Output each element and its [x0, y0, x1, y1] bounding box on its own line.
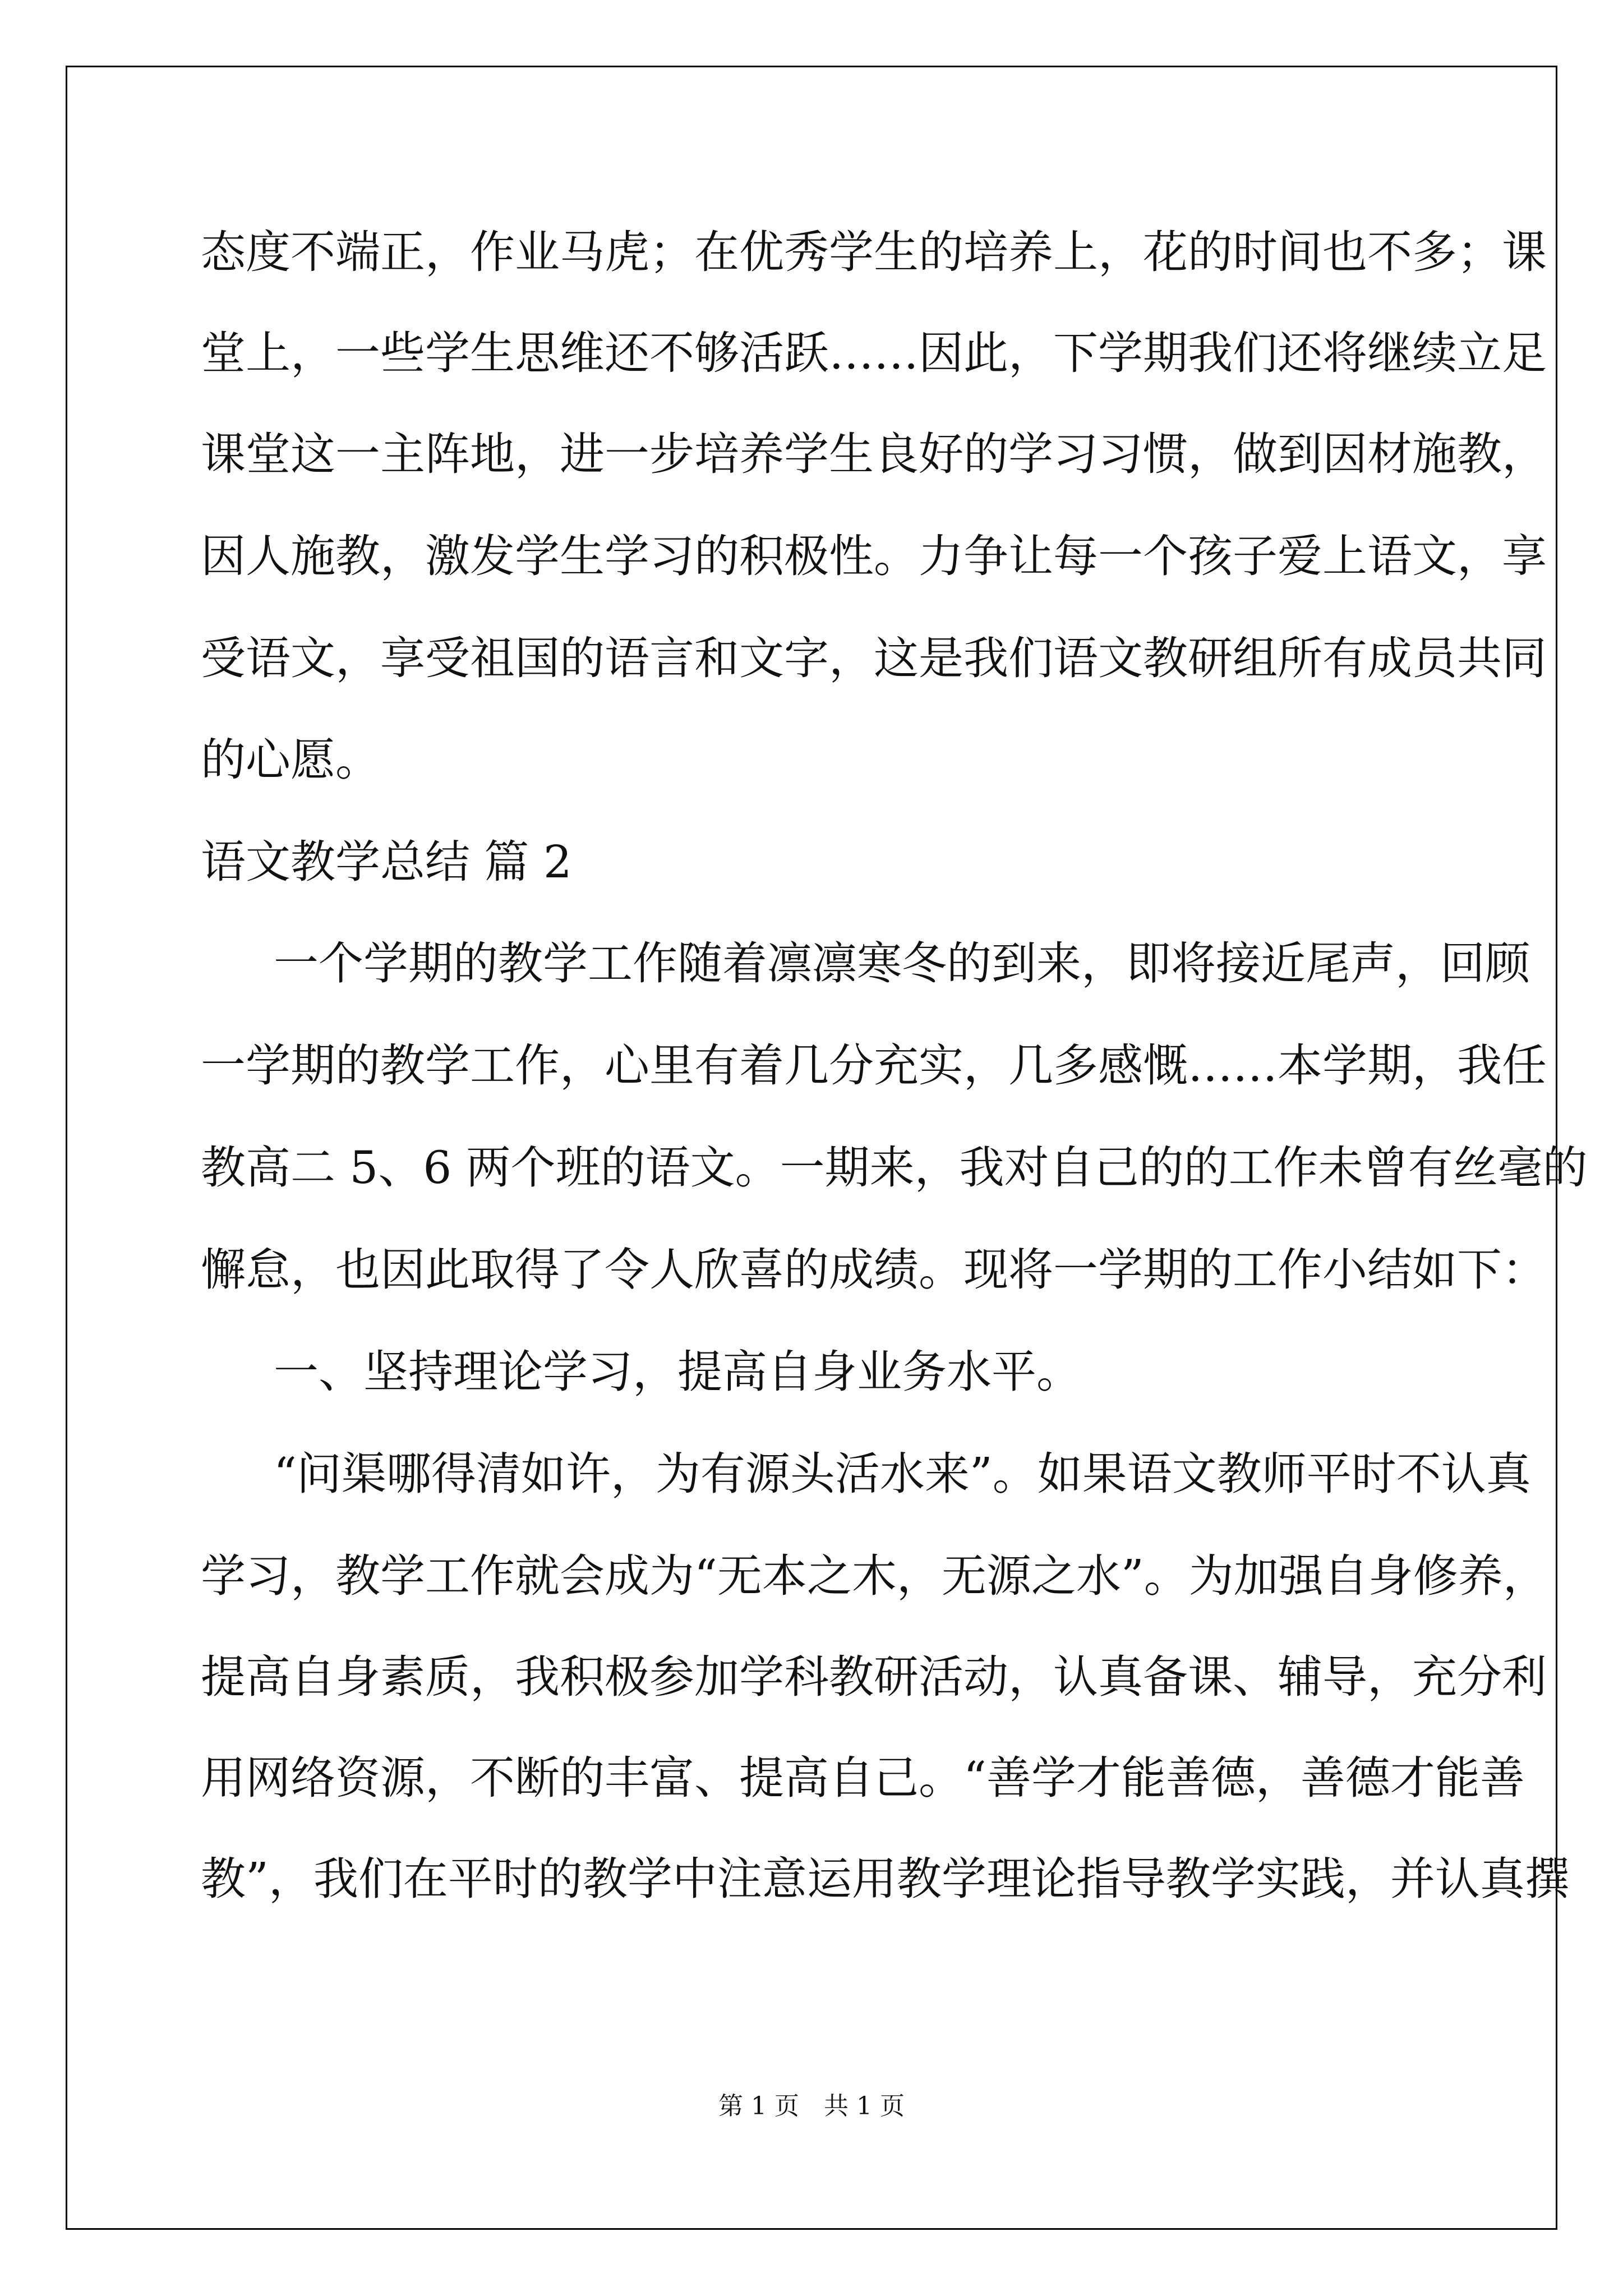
page-footer: 第 1 页 共 1 页	[718, 2092, 905, 2120]
text-line: 因人施教，激发学生学习的积极性。力争让每一个孩子爱上语文，享	[201, 530, 1547, 582]
text-line: 一学期的教学工作，心里有着几分充实，几多感慨……本学期，我任	[201, 1039, 1547, 1092]
text-line: “问渠哪得清如许，为有源头活水来”。如果语文教师平时不认真	[274, 1448, 1531, 1500]
text-line: 教”，我们在平时的教学中注意运用教学理论指导教学实践，并认真撰	[201, 1853, 1570, 1905]
text-line: 用网络资源，不断的丰富、提高自己。“善学才能善德，善德才能善	[201, 1752, 1525, 1804]
subheading: 一、坚持理论学习，提高自身业务水平。	[274, 1346, 1081, 1398]
text-line: 提高自身素质，我积极参加学科教研活动，认真备课、辅导，充分利	[201, 1651, 1547, 1703]
text-line: 一个学期的教学工作随着凛凛寒冬的到来，即将接近尾声，回顾	[274, 937, 1530, 990]
text-line: 教高二 5、6 两个班的语文。一期来，我对自己的的工作未曾有丝毫的	[201, 1142, 1588, 1194]
text-line: 课堂这一主阵地，进一步培养学生良好的学习习惯，做到因材施教，	[201, 428, 1547, 480]
text-line: 堂上，一些学生思维还不够活跃……因此，下学期我们还将继续立足	[201, 327, 1547, 379]
text-line: 态度不端正，作业马虎；在优秀学生的培养上，花的时间也不多；课	[201, 226, 1547, 278]
text-line: 的心愿。	[201, 734, 380, 786]
text-line: 懈怠，也因此取得了令人欣喜的成绩。现将一学期的工作小结如下：	[201, 1244, 1547, 1296]
text-line: 受语文，享受祖国的语言和文字，这是我们语文教研组所有成员共同	[201, 632, 1547, 684]
text-line: 学习，教学工作就会成为“无本之木，无源之水”。为加强自身修养，	[201, 1550, 1548, 1602]
section-heading: 语文教学总结 篇 2	[201, 836, 572, 888]
